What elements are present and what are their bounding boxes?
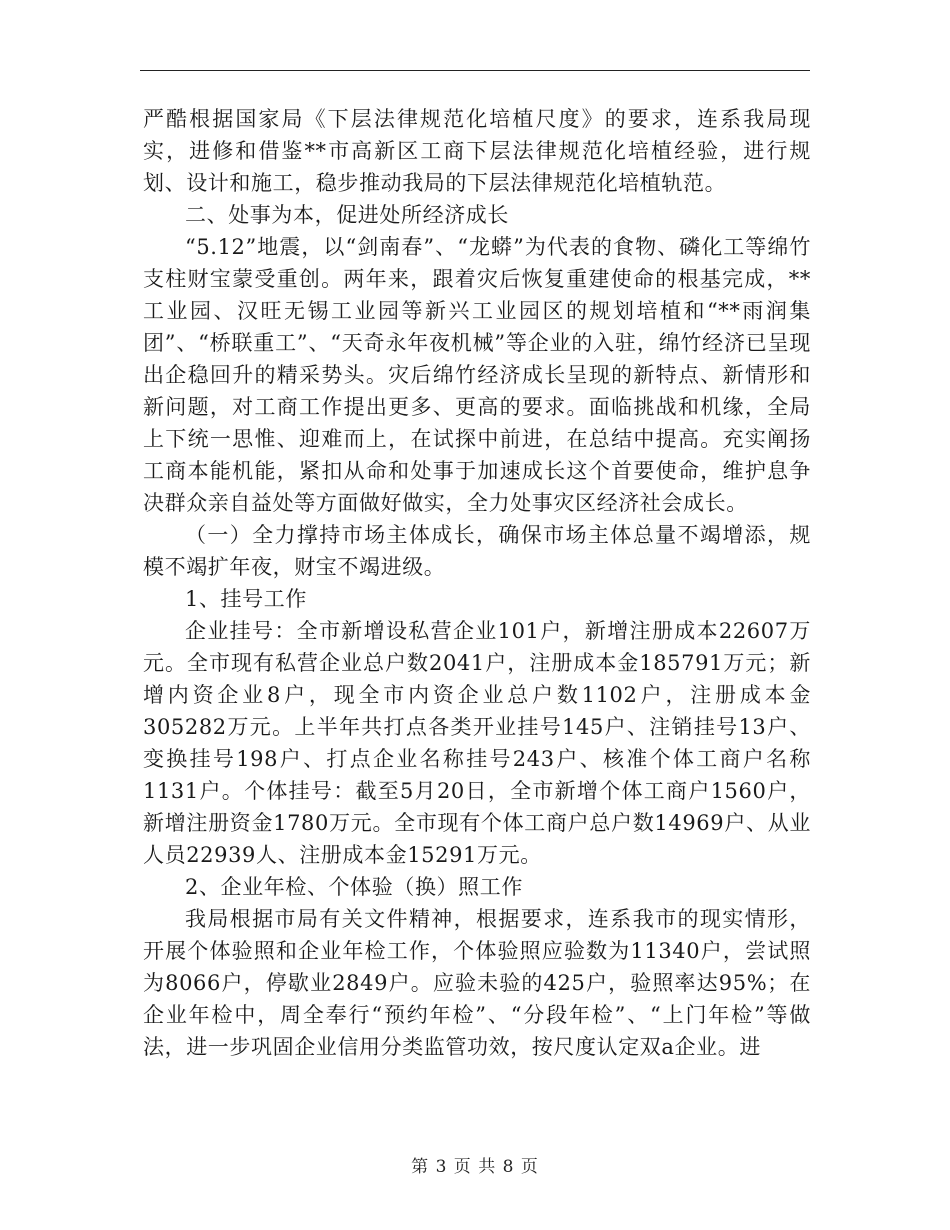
paragraph-continuation: 严酷根据国家局《下层法律规范化培植尺度》的要求，连系我局现实，进修和借鉴**市高新区工商下层法律规范化培植经验，进行规划、设计和施工，稳步推动我局的下层法律规范化培植轨范。 — [143, 107, 811, 195]
paragraph-registration: 企业挂号：全市新增设私营企业101户，新增注册成本22607万元。全市现有私营企业总户数2041户，注册成本金185791万元；新增内资企业8户，现全市内资企业总户数1102户，注册成本金305282万元。上半年共打点各类开业挂号145户、注销挂号13户、变换挂号198户、打点企业名称挂号243户、核准个体工商户名称1131户。个体挂号：截至5月20日，全市新增个体工商户1560户，新增注册资金1780万元。全市现有个体工商户总户数14969户、从业人员22939人、注册成本金15291万元。 — [143, 619, 811, 867]
item-heading-annual-inspection: 2、企业年检、个体验（换）照工作 — [185, 875, 523, 899]
page-footer: 第 3 页 共 8 页 — [411, 1157, 539, 1177]
paragraph-annual-inspection: 我局根据市局有关文件精神，根据要求，连系我市的现实情形，开展个体验照和企业年检工作，个体验照应验数为11340户，尝试照为8066户，停歇业2849户。应验未验的425户，验照率达95%；在企业年检中，周全奉行“预约年检”、“分段年检”、“上门年检”等做法，进一步巩固企业信用分类监管功效，按尺度认定双a企业。进 — [143, 907, 811, 1059]
item-heading-registration: 1、挂号工作 — [185, 587, 307, 611]
subsection-heading-1: （一）全力撑持市场主体成长，确保市场主体总量不竭增添，规模不竭扩年夜，财宝不竭进级。 — [143, 523, 811, 579]
paragraph-earthquake-economy: “5.12”地震，以“剑南春”、“龙蟒”为代表的食物、磷化工等绵竹支柱财宝蒙受重创。两年来，跟着灾后恢复重建使命的根基完成，**工业园、汉旺无锡工业园等新兴工业园区的规划培植和“**雨润集团”、“桥联重工”、“天奇永年夜机械”等企业的入驻，绵竹经济已呈现出企稳回升的精采势头。灾后绵竹经济成长呈现的新特点、新情形和新问题，对工商工作提出更多、更高的要求。面临挑战和机缘，全局上下统一思惟、迎难而上，在试探中前进，在总结中提高。充实阐扬工商本能机能，紧扣从命和处事于加速成长这个首要使命，维护息争决群众亲自益处等方面做好做实，全力处事灾区经济社会成长。 — [143, 235, 811, 515]
header-rule — [140, 70, 810, 71]
document-body — [143, 103, 811, 1063]
section-heading-2: 二、处事为本，促进处所经济成长 — [185, 203, 509, 227]
